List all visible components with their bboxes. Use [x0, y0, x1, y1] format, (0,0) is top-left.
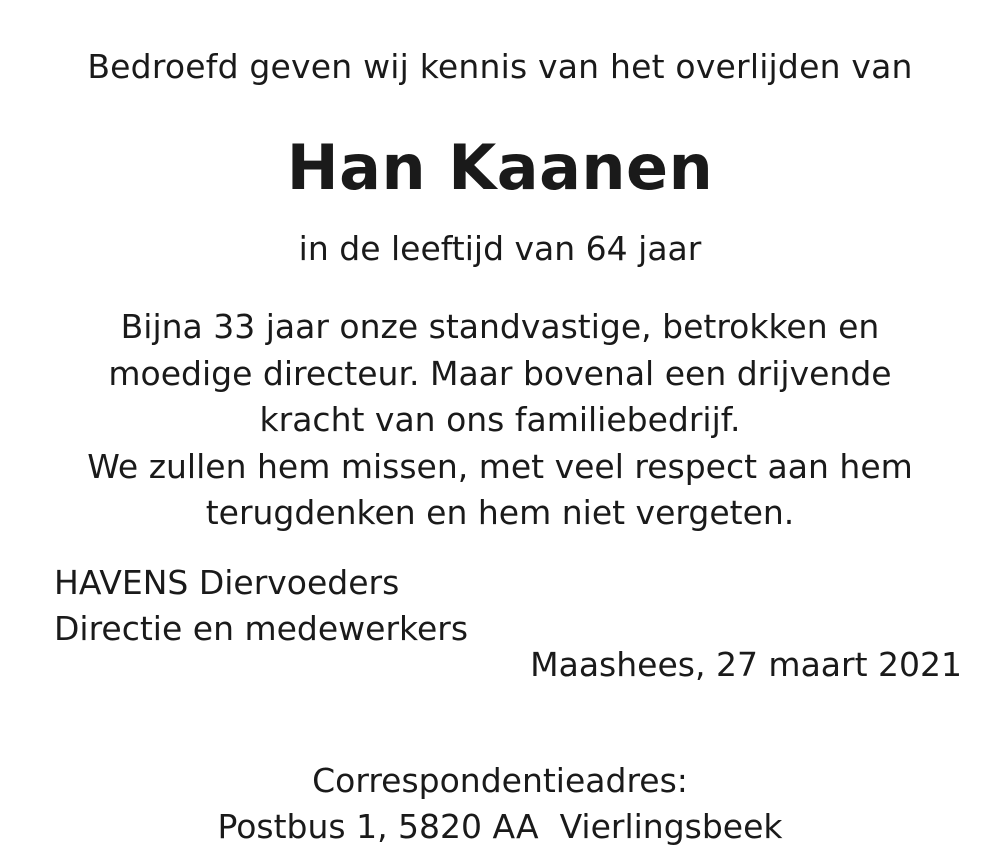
message-line: Bijna 33 jaar onze standvastige, betrokken en: [120, 307, 880, 346]
intro-text: Bedroefd geven wij kennis van het overlijden van: [87, 47, 913, 86]
message-line: We zullen hem missen, met veel respect aan hem: [87, 446, 913, 486]
message-line: kracht van ons familiebedrijf.: [259, 400, 741, 439]
message-line: moedige directeur. Maar bovenal een drijvende: [108, 353, 892, 393]
place-date: Maashees, 27 maart 2021: [530, 645, 962, 684]
message-line: terugdenken en hem niet vergeten.: [205, 493, 795, 532]
correspondence-address: [0, 758, 1000, 850]
sender-group: Directie en medewerkers: [54, 609, 469, 648]
sender-block: [54, 560, 468, 652]
sender-company: HAVENS Diervoeders: [54, 563, 400, 602]
age-line: in de leeftijd van 64 jaar: [298, 229, 702, 268]
address-line: Postbus 1, 5820 AA Vierlingsbeek: [217, 807, 783, 846]
address-label: Correspondentieadres:: [312, 761, 688, 800]
deceased-name: Han Kaanen: [286, 131, 714, 204]
tribute-message: [0, 304, 1000, 537]
